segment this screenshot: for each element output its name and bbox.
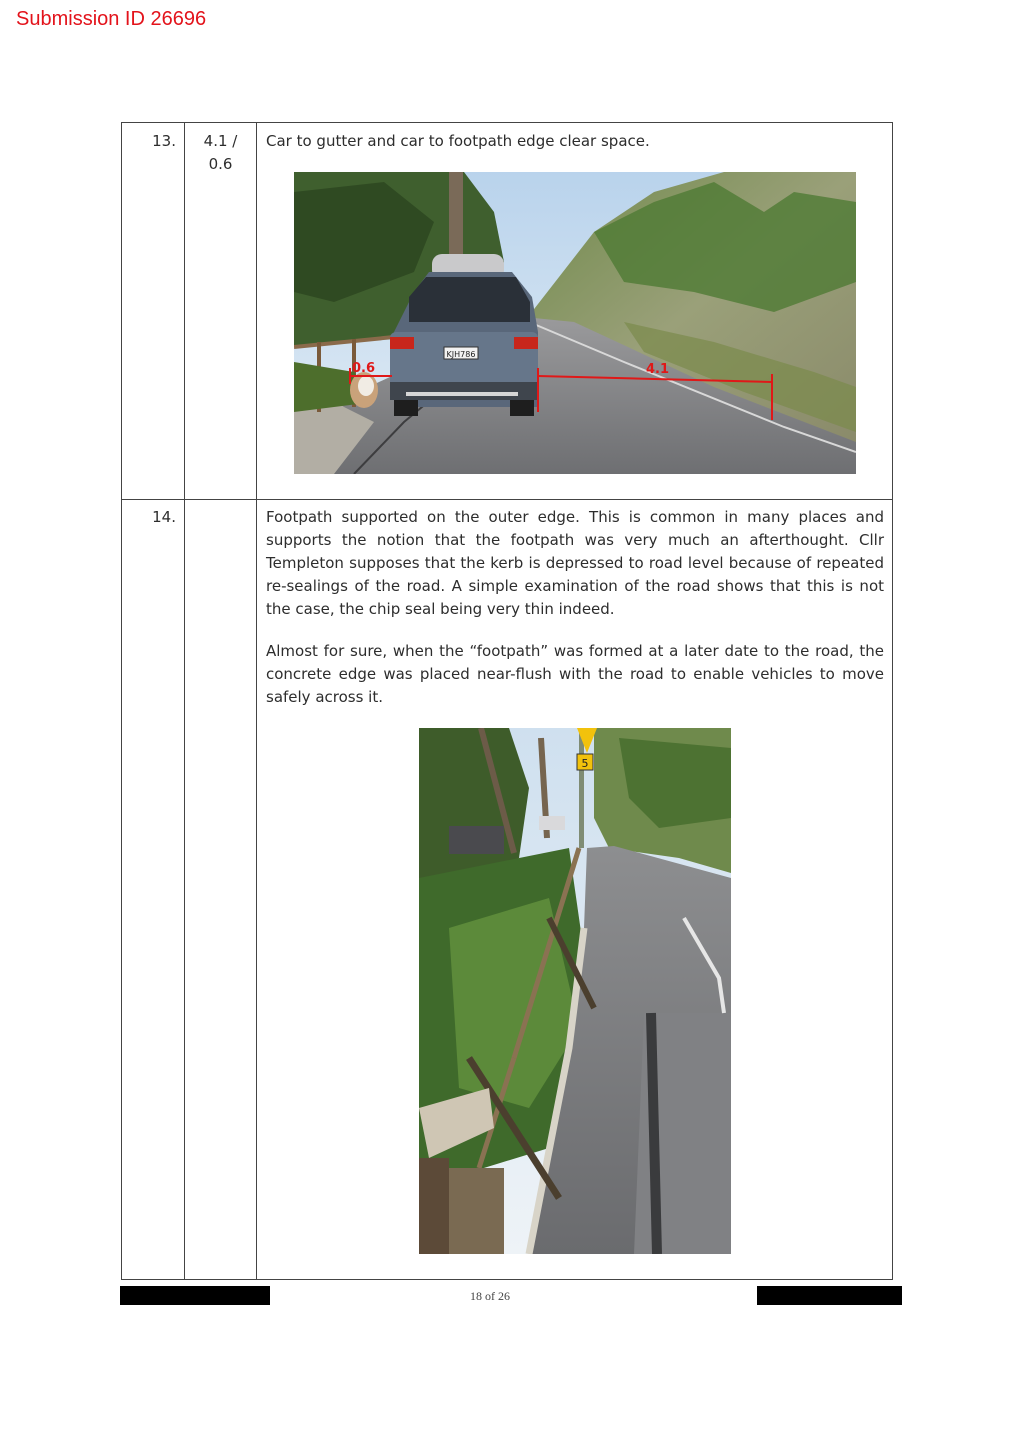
redacted-block-left xyxy=(120,1286,270,1305)
row-paragraph-2: Almost for sure, when the “footpath” was formed at a later date to the road, the concrete edge was placed near-flush with the road to enable vehicles to move safely across it. xyxy=(266,642,884,706)
document-table xyxy=(121,122,893,1280)
measurement-label-footpath: 4.1 xyxy=(646,362,670,377)
measurement-label-gutter: 0.6 xyxy=(352,361,376,376)
redacted-block-right xyxy=(757,1286,902,1305)
row-divider xyxy=(122,499,892,500)
car-road-illustration xyxy=(294,172,856,474)
row-number: 13. xyxy=(152,132,176,150)
reference-line: 4.1 / xyxy=(203,132,238,150)
page-number: 18 of 26 xyxy=(470,1289,510,1303)
row-number: 14. xyxy=(152,508,176,526)
license-plate: KJH786 xyxy=(446,350,476,359)
footpath-illustration xyxy=(419,728,731,1254)
car-road-photo xyxy=(294,172,856,474)
column-divider xyxy=(184,123,185,1279)
submission-id: Submission ID 26696 xyxy=(16,8,207,30)
row-paragraph-1: Footpath supported on the outer edge. This is common in many places and supports the notion that the footpath was very much an afterthought. Cllr Templeton supposes that the kerb is depressed to road level because of repeated re-sealings of the road. A simple examination of the road shows that this is not the case, the chip seal being very thin indeed. xyxy=(266,508,884,618)
reference-line: 0.6 xyxy=(208,155,233,173)
column-divider xyxy=(256,123,257,1279)
footpath-photo xyxy=(419,728,731,1254)
road-sign-number: 5 xyxy=(581,757,589,770)
row-reference xyxy=(185,130,256,176)
row-description: Car to gutter and car to footpath edge clear space. xyxy=(266,132,650,150)
